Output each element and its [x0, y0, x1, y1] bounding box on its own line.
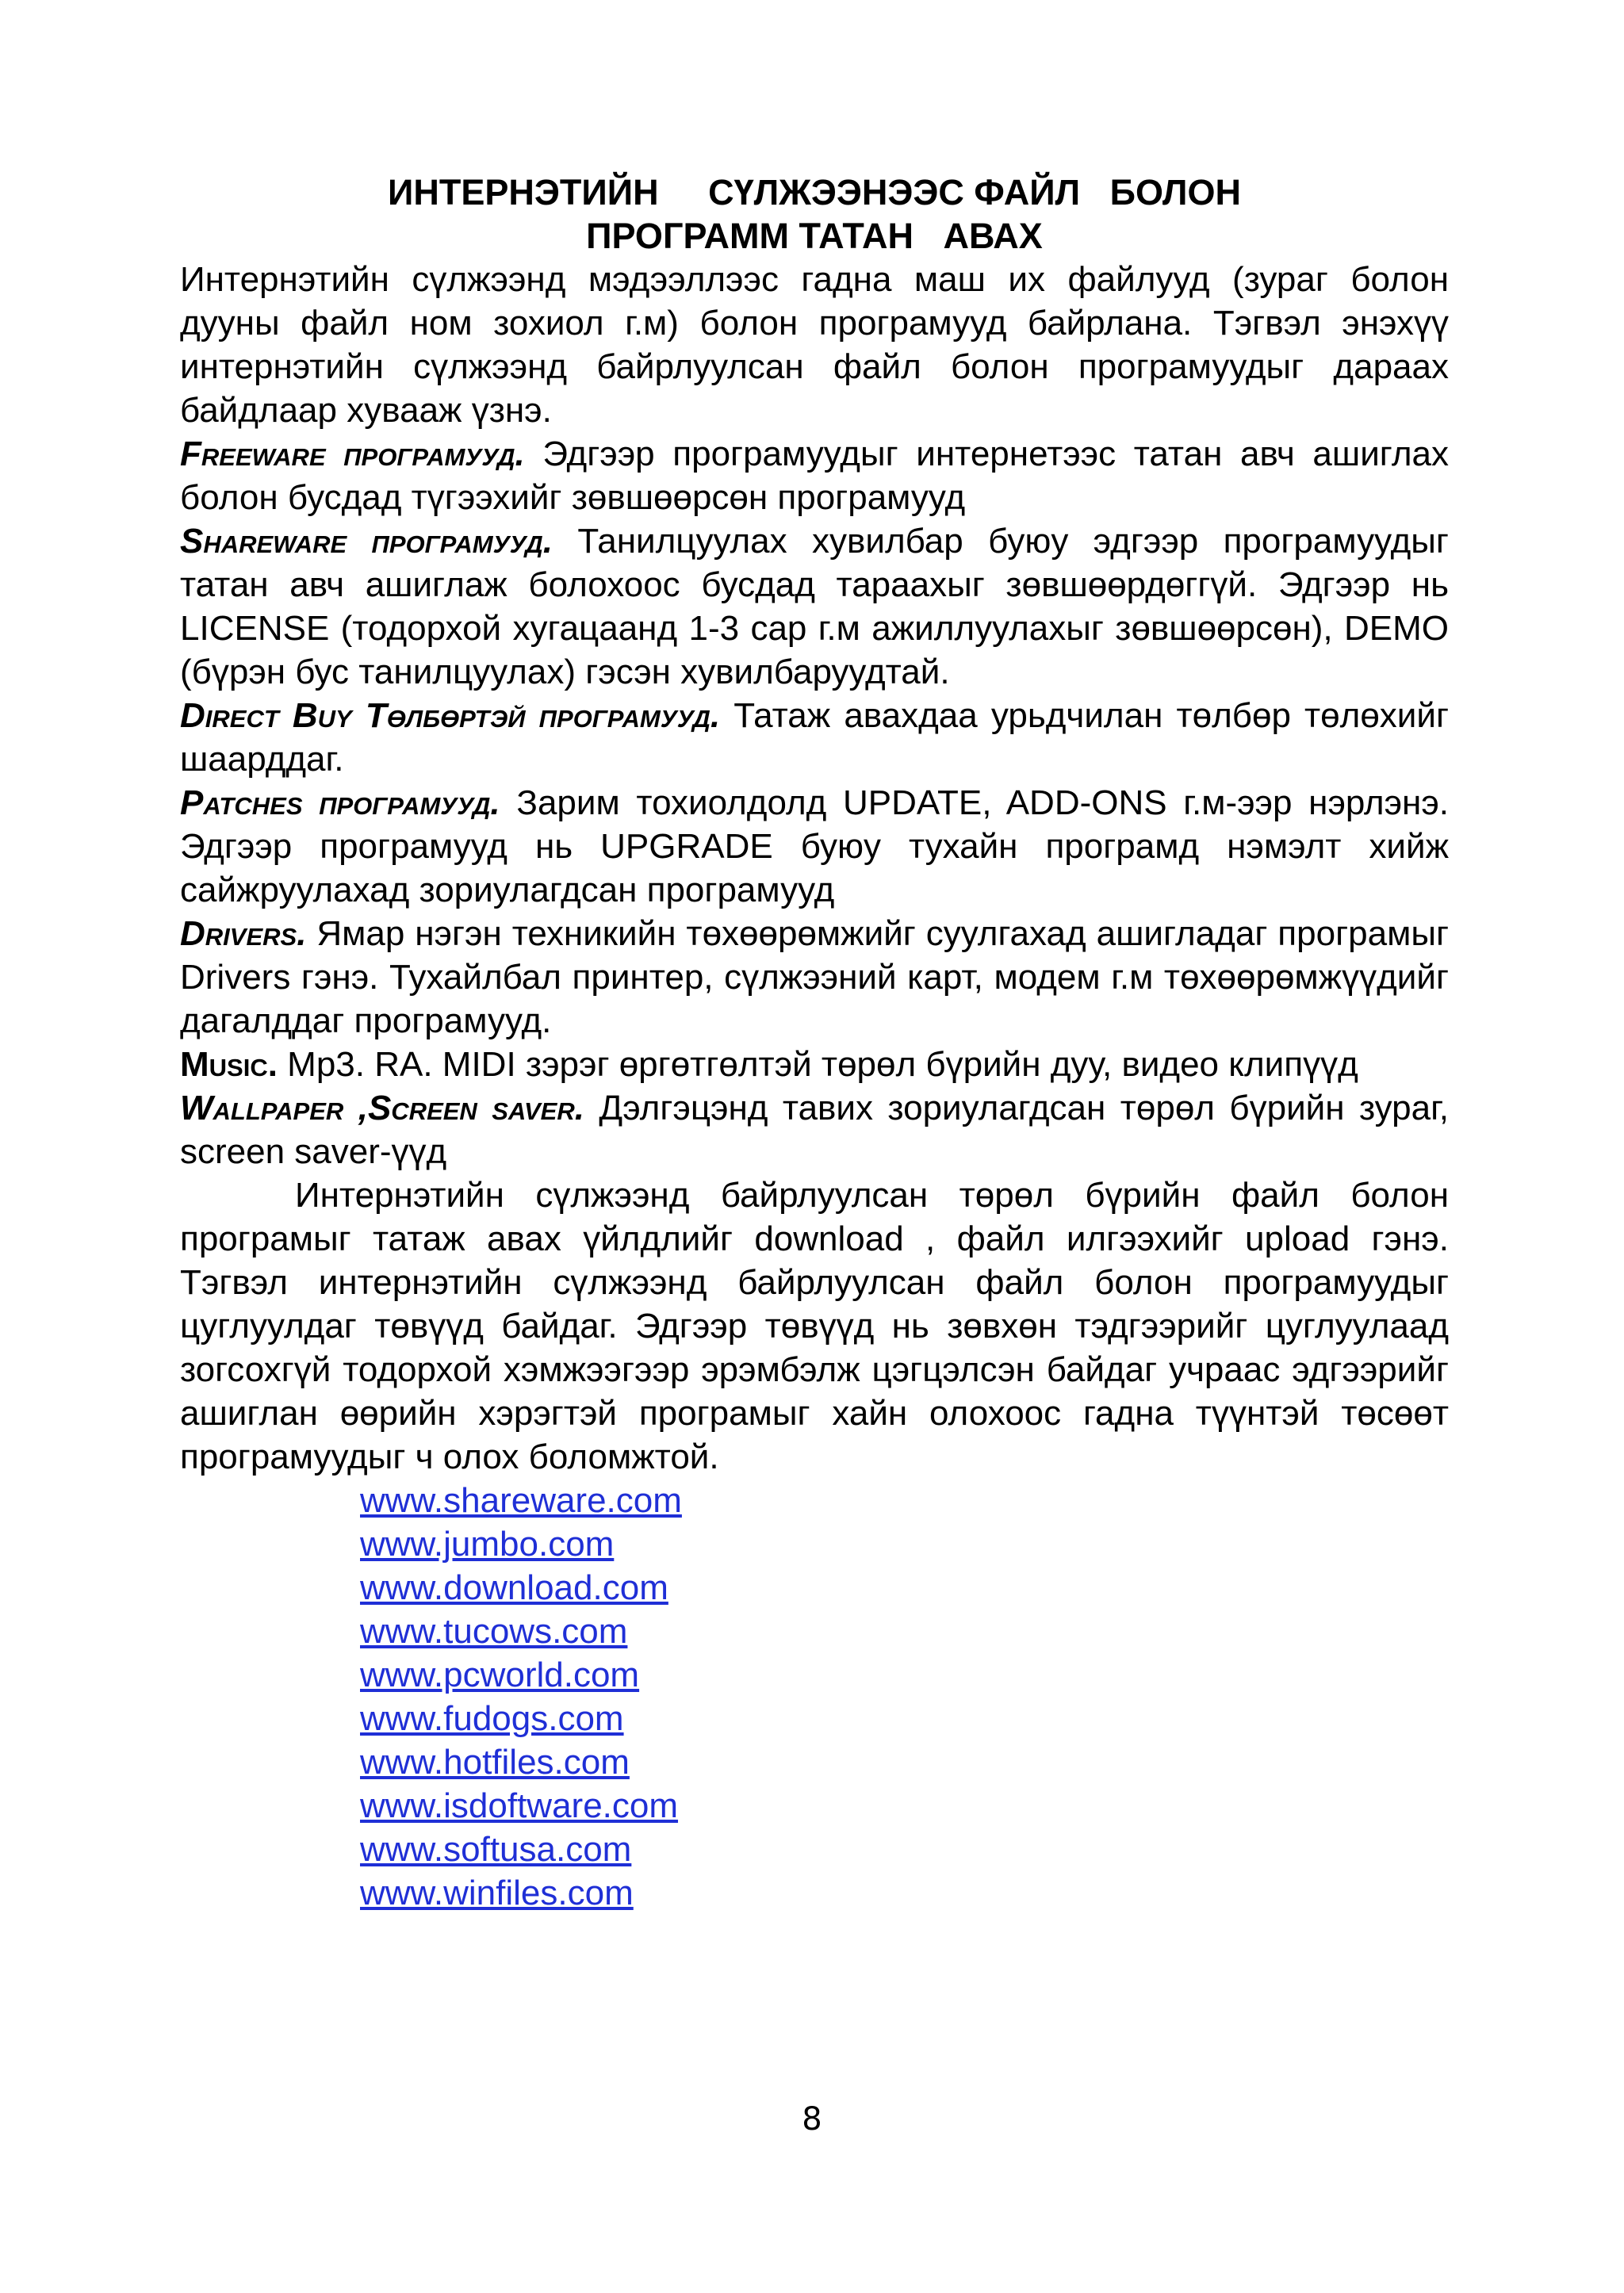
- list-item: [360, 1566, 1449, 1610]
- link-shareware[interactable]: www.shareware.com: [360, 1481, 682, 1520]
- list-item: [360, 1828, 1449, 1871]
- category-description: Танилцуулах хувилбар буюу эдгээр програмуудыг татан авч ашиглаж болохоос бусдад тараахыг зөвшөөрдөггүй. Эдгээр нь LICENSE (тодорхой хугацаанд 1-3 сар г.м ажиллуулахыг зөвшөөрсөн), DEMO (бүрэн бус танилцуулах) гэсэн хувилбаруудтай.: [180, 522, 1449, 691]
- download-paragraph: Интернэтийн сүлжээнд байрлуулсан төрөл бүрийн файл болон програмыг татаж авах үйлдлийг download , файл илгээхийг upload гэнэ. Тэгвэл интернэтийн сүлжээнд байрлуулсан файл болон програмуудыг цуглуулдаг төвүүд байдаг. Эдгээр төвүүд нь зөвхөн тэдгээрийг цуглуулаад зогсохгүй тодорхой хэмжээгээр эрэмбэлж цэгцэлсэн байдаг учраас эдгээрийг ашиглан өөрийн хэрэгтэй програмыг хайн олохоос гадна түүнтэй төсөөт програмуудыг ч олох боломжтой.: [180, 1176, 1449, 1476]
- list-item: [360, 1740, 1449, 1784]
- category-drivers: [180, 912, 1449, 1043]
- category-description: Дэлгэцэнд тавих зориулагдсан төрөл бүрийн зураг, screen saver-үүд: [180, 1089, 1449, 1171]
- link-fudogs[interactable]: www.fudogs.com: [360, 1699, 624, 1738]
- list-item: [360, 1653, 1449, 1697]
- category-description: Ямар нэгэн техникийн төхөөрөмжийг суулгахад ашигладаг програмыг Drivers гэнэ. Тухайлбал принтер, сүлжээний карт, модем г.м төхөөрөмжүүдийг дагалддаг програмууд.: [180, 914, 1449, 1040]
- category-term: Direct Buy Төлбөртэй програмууд.: [180, 696, 721, 735]
- category-term: Wallpaper ,Screen saver.: [180, 1089, 584, 1127]
- category-patches: [180, 781, 1449, 912]
- category-wallpaper: [180, 1086, 1449, 1173]
- list-item: [360, 1522, 1449, 1566]
- link-softusa[interactable]: www.softusa.com: [360, 1830, 632, 1869]
- link-download[interactable]: www.download.com: [360, 1568, 668, 1607]
- category-term: Drivers.: [180, 914, 307, 953]
- category-term: Music.: [180, 1045, 278, 1084]
- list-item: [360, 1871, 1449, 1915]
- link-winfiles[interactable]: www.winfiles.com: [360, 1874, 634, 1912]
- category-freeware: [180, 432, 1449, 519]
- category-term: Patches програмууд.: [180, 783, 500, 822]
- link-tucows[interactable]: www.tucows.com: [360, 1612, 628, 1651]
- category-description: Mp3. RA. MIDI зэрэг өргөтгөлтэй төрөл бүрийн дуу, видео клипүүд: [277, 1045, 1358, 1084]
- category-description: Зарим тохиолдолд UPDATE, ADD-ONS г.м-ээр нэрлэнэ. Эдгээр програмууд нь UPGRADE буюу тухайн програмд нэмэлт хийж сайжруулахад зориулагдсан програмууд: [180, 783, 1449, 909]
- category-music: [180, 1043, 1449, 1086]
- list-item: [360, 1479, 1449, 1522]
- document-title-line-2: ПРОГРАММ ТАТАН АВАХ: [586, 216, 1043, 256]
- category-description: Эдгээр програмуудыг интернетээс татан авч ашиглах болон бусдад түгээхийг зөвшөөрсөн програмууд: [180, 434, 1450, 517]
- category-direct-buy: [180, 694, 1449, 781]
- list-item: [360, 1697, 1449, 1740]
- link-pcworld[interactable]: www.pcworld.com: [360, 1656, 640, 1694]
- document-page: [180, 170, 1449, 1915]
- link-isdoftware[interactable]: www.isdoftware.com: [360, 1786, 679, 1825]
- category-shareware: [180, 519, 1449, 694]
- page-number: 8: [802, 2101, 822, 2138]
- link-list: [180, 1479, 1449, 1915]
- list-item: [360, 1784, 1449, 1828]
- intro-paragraph: Интернэтийн сүлжээнд мэдээллээс гадна маш их файлууд (зураг болон дууны файл ном зохиол г.м) болон програмууд байрлана. Тэгвэл энэхүү интернэтийн сүлжээнд байрлуулсан файл болон програмуудыг дараах байдлаар хувааж үзнэ.: [180, 260, 1449, 430]
- category-term: Freeware програмууд.: [180, 434, 525, 473]
- link-jumbo[interactable]: www.jumbo.com: [360, 1525, 615, 1564]
- category-term: Shareware програмууд.: [180, 522, 553, 561]
- list-item: [360, 1610, 1449, 1653]
- link-hotfiles[interactable]: www.hotfiles.com: [360, 1743, 630, 1782]
- category-description: Татаж авахдаа урьдчилан төлбөр төлөхийг шаарддаг.: [180, 696, 1449, 779]
- document-title-line-1: ИНТЕРНЭТИЙН СҮЛЖЭЭНЭЭС ФАЙЛ БОЛОН: [388, 172, 1241, 212]
